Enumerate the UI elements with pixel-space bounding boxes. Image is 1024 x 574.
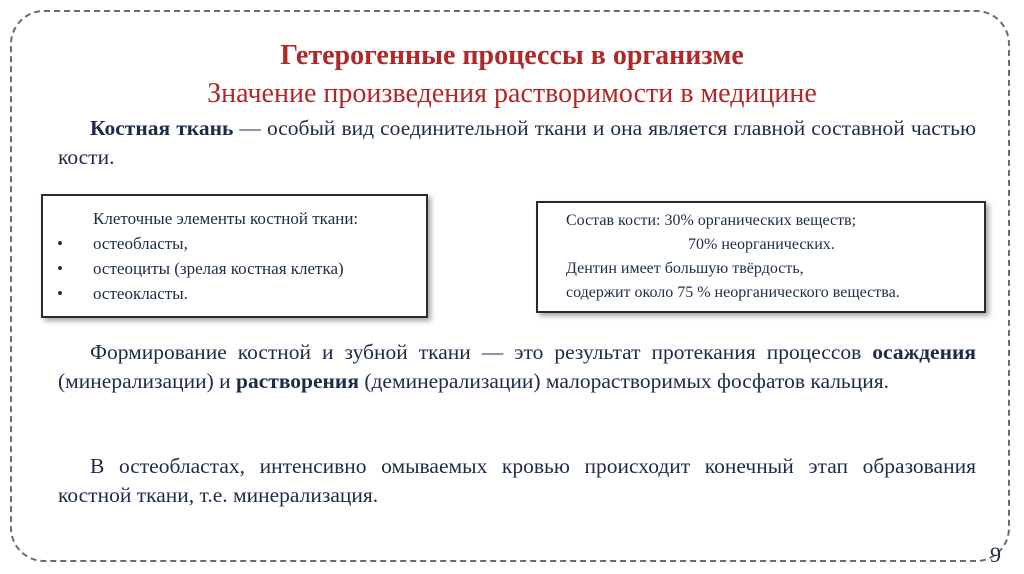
cell-elements-heading: Клеточные элементы костной ткани: bbox=[93, 209, 359, 228]
cell-elements-box bbox=[41, 194, 428, 318]
term-bone-tissue: Костная ткань bbox=[90, 116, 234, 140]
bone-composition-box bbox=[536, 201, 986, 313]
list-item-text: остеокласты. bbox=[93, 284, 188, 303]
composition-line: Состав кости: 30% органических веществ; bbox=[566, 212, 857, 229]
list-item-text: остеоциты (зрелая костная клетка) bbox=[93, 259, 344, 278]
composition-line: 70% неорганических. bbox=[688, 236, 835, 253]
bullet-icon: • bbox=[57, 259, 63, 278]
list-item bbox=[57, 256, 418, 281]
list-item bbox=[57, 281, 418, 306]
composition-line: содержит около 75 % неорганического вещества. bbox=[566, 284, 900, 301]
paragraph-bone-tissue-text: — особый вид соединительной ткани и она является главной составной частью кости. bbox=[58, 116, 976, 169]
paragraph-formation-text: (деминерализации) малорастворимых фосфатов кальция. bbox=[358, 369, 890, 393]
term-precipitation: осаждения bbox=[872, 340, 976, 364]
list-item bbox=[57, 231, 418, 256]
bullet-icon: • bbox=[57, 284, 63, 303]
page-number: 9 bbox=[990, 542, 1001, 567]
paragraph-bone-tissue bbox=[58, 114, 976, 172]
paragraph-formation bbox=[58, 338, 976, 396]
slide-subtitle: Значение произведения растворимости в медицине bbox=[207, 78, 817, 109]
paragraph-formation-text: Формирование костной и зубной ткани — это результат протекания процессов bbox=[90, 340, 873, 364]
bullet-icon: • bbox=[57, 234, 63, 253]
list-item-text: остеобласты, bbox=[93, 234, 188, 253]
slide-title: Гетерогенные процессы в организме bbox=[280, 40, 744, 71]
term-dissolution: растворения bbox=[236, 369, 359, 393]
paragraph-formation-text: (минерализации) и bbox=[58, 369, 237, 393]
paragraph-osteoblasts: В остеобластах, интенсивно омываемых кровью происходит конечный этап образования костной ткани, т.е. минерализация. bbox=[58, 454, 976, 507]
composition-line: Дентин имеет большую твёрдость, bbox=[566, 260, 804, 277]
